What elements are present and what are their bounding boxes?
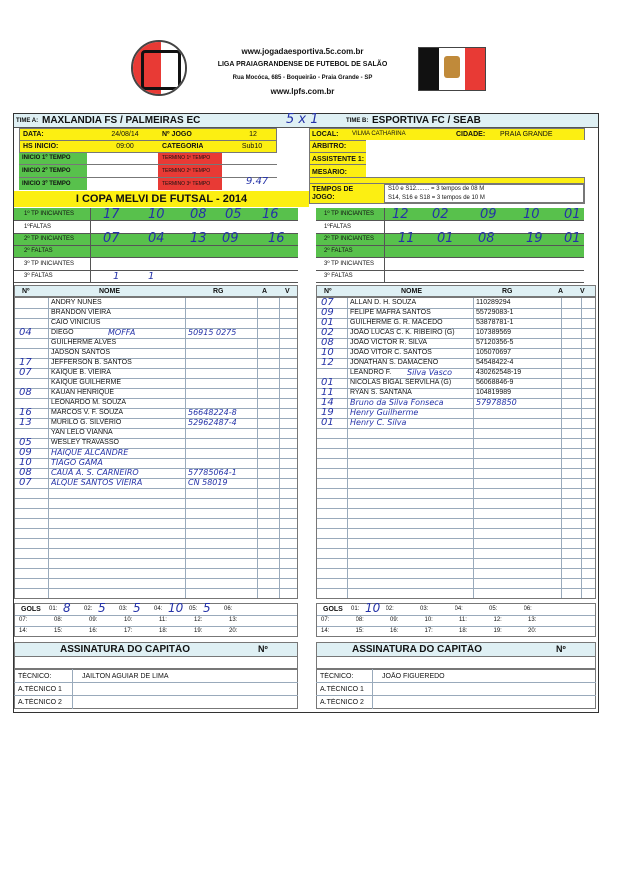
b-f2-label: 2º FALTAS	[324, 248, 353, 254]
a-gol-number: 14:	[19, 628, 28, 634]
b-gol-mark: 10	[365, 602, 381, 615]
b-f1-label: 1ºFALTAS	[324, 224, 351, 230]
match-score: 5 x 1	[286, 113, 319, 127]
b-tp2-label: 2º TP INICIANTES	[324, 236, 374, 242]
b-gol-number: 05:	[489, 606, 498, 612]
a-player-name: KAIQUE GUILHERME	[51, 379, 122, 386]
grid-row-line	[317, 508, 595, 509]
grid-col-line	[561, 298, 562, 598]
a-player-name: DIEGO	[51, 329, 74, 336]
website-text: www.jogadaesportiva.5c.com.br	[241, 47, 364, 56]
grid-row-line	[317, 588, 595, 589]
a-gol-mark: 5	[133, 602, 141, 615]
a-player-name: KAUAN HENRIQUE	[51, 389, 115, 396]
a-gol-number: 05:	[189, 606, 198, 612]
a-assinatura-n: Nº	[258, 644, 268, 654]
b-player-name: Bruno da Silva Fonseca	[350, 398, 444, 407]
tempos-rule-1: S10 e S12........ = 3 tempos de 08 M	[388, 186, 485, 192]
b-tp3-label: 3º TP INICIANTES	[324, 261, 374, 267]
grid-row-line	[15, 558, 297, 559]
b-gol-number: 09:	[390, 617, 399, 623]
arbitro-label: ÁRBITRO:	[312, 143, 347, 150]
a-gol-mark: 10	[168, 602, 184, 615]
a-player-name: BRANDON VIEIRA	[51, 309, 111, 316]
b-player-name: JOÃO VITOR C. SANTOS	[350, 349, 432, 356]
b-col-rg: RG	[502, 288, 513, 295]
a-tp2-3: 13	[190, 232, 207, 246]
b-tp1-2: 02	[432, 208, 449, 222]
b-player-name: RYAN S. SANTANA	[350, 389, 412, 396]
grid-row-line	[15, 528, 297, 529]
team-a-roster	[14, 297, 298, 599]
b-tecnico-value: JOÃO FIGUEREDO	[382, 673, 445, 680]
b-tecnico-label: TÉCNICO:	[320, 673, 354, 680]
b-gol-number: 03:	[420, 606, 429, 612]
a-f3-1: 1	[113, 271, 120, 282]
team-b-goals	[316, 603, 596, 637]
league-name: LIGA PRAIAGRANDENSE DE FUTEBOL DE SALÃO	[217, 61, 388, 68]
b-player-number: 08	[321, 337, 334, 348]
b-tp2-2: 01	[437, 232, 454, 246]
grid-row-line	[317, 438, 595, 439]
b-gol-number: 02:	[385, 606, 394, 612]
gols-row-line	[15, 626, 297, 627]
b-player-name: GUILHERME G. R. MACEDO	[350, 319, 443, 326]
a-tp1-3: 08	[190, 208, 207, 222]
grid-row-line	[317, 528, 595, 529]
b-gol-number: 06:	[523, 606, 532, 612]
b-gols-label: GOLS	[323, 606, 343, 613]
b-gol-number: 07:	[321, 617, 330, 623]
a-tp2-5: 16	[268, 232, 285, 246]
grid-row-line	[317, 568, 595, 569]
a-tp1-4: 05	[225, 208, 242, 222]
a-gol-number: 08:	[54, 617, 63, 623]
b-player-number: 10	[321, 347, 334, 358]
b-atec2-label: A.TÉCNICO 2	[320, 699, 364, 706]
b-player-name: JOÃO VICTOR R. SILVA	[350, 339, 428, 346]
b-gol-number: 08:	[355, 617, 364, 623]
a-gol-number: 09:	[89, 617, 98, 623]
grid-row-line	[317, 428, 595, 429]
local-value: VILMA CATHARINA	[352, 131, 406, 137]
grid-row-line	[317, 578, 595, 579]
b-f3-label: 3º FALTAS	[324, 273, 353, 279]
b-tp1-1: 12	[392, 208, 409, 222]
a-player-name: MARCOS V. F. SOUZA	[51, 409, 124, 416]
ter2-label: TERMINO 2º TEMPO	[162, 168, 211, 174]
tempos-label: TEMPOS DE JOGO:	[312, 186, 354, 201]
a-player-name: WESLEY TRAVASSO	[51, 439, 119, 446]
team-b-label: TIME B:	[346, 118, 369, 124]
a-tp2-1: 07	[103, 232, 120, 246]
a-gol-number: 12:	[194, 617, 203, 623]
gols-row-line	[317, 626, 595, 627]
a-player-name: TIAGO GAMA	[51, 458, 103, 467]
b-player-number: 02	[321, 327, 334, 338]
a-tp3-label: 3º TP INICIANTES	[24, 261, 74, 267]
a-player-number: 08	[19, 467, 32, 478]
team-a-name: MAXLANDIA FS / PALMEIRAS EC	[42, 115, 201, 126]
b-tp1-label: 1º TP INICIANTES	[324, 211, 374, 217]
league-logo	[131, 40, 187, 96]
grid-col-line	[279, 298, 280, 598]
b-gol-number: 10:	[424, 617, 433, 623]
local-label: LOCAL:	[312, 131, 339, 138]
b-tp2-1: 11	[398, 232, 415, 246]
b-assinatura-n: Nº	[556, 644, 566, 654]
b-assinatura-label: ASSINATURA DO CAPITÃO	[352, 644, 482, 655]
b-gol-number: 11:	[459, 617, 467, 623]
a-player-name: LEONARDO M. SOUZA	[51, 399, 127, 406]
b-player-name: NICOLAS BIGAL SERVILHA (G)	[350, 379, 452, 386]
b-gol-number: 12:	[493, 617, 502, 623]
a-atec1-label: A.TÉCNICO 1	[18, 686, 62, 693]
grid-row-line	[317, 558, 595, 559]
a-player-name: GUILHERME ALVES	[51, 339, 117, 346]
a-player-number: 10	[19, 457, 32, 468]
a-player-name: HAIQUE ALCANDRE	[51, 448, 129, 457]
ter1-label: TERMINO 1º TEMPO	[162, 155, 211, 161]
b-tp2-5: 01	[564, 232, 581, 246]
grid-row-line	[317, 548, 595, 549]
b-player-name: FELIPE MAFRA SANTOS	[350, 309, 431, 316]
grid-row-line	[15, 508, 297, 509]
cidade-value: PRAIA GRANDE	[500, 131, 553, 138]
b-tp1-3: 09	[480, 208, 497, 222]
b-gol-number: 17:	[424, 628, 433, 634]
b-tp1-4: 10	[523, 208, 540, 222]
a-tecnico-value: JAILTON AGUIAR DE LIMA	[82, 673, 169, 680]
grid-row-line	[15, 548, 297, 549]
a-player-number: 13	[19, 417, 32, 428]
b-atec1-label: A.TÉCNICO 1	[320, 686, 364, 693]
b-player-rg: 57120356-5	[476, 339, 514, 346]
a-gols-label: GOLS	[21, 606, 41, 613]
grid-row-line	[317, 468, 595, 469]
b-gol-number: 01:	[351, 606, 360, 612]
a-tp1-5: 16	[262, 208, 279, 222]
b-tp2-3: 08	[478, 232, 495, 246]
a-gol-number: 19:	[194, 628, 203, 634]
b-player-rg: 105070697	[476, 349, 512, 356]
a-gol-number: 16:	[89, 628, 98, 634]
a-player-number: 09	[19, 447, 32, 458]
b-player-number: 12	[321, 357, 334, 368]
b-player-number: 09	[321, 307, 334, 318]
b-player-rg: 53878781-1	[476, 319, 514, 326]
b-player-extra: Silva Vasco	[407, 368, 453, 377]
a-player-name: CAIO VINICIUS	[51, 319, 101, 326]
ter3-label: TERMINO 3º TEMPO	[162, 181, 211, 187]
cat-value: Sub10	[241, 143, 263, 150]
a-gol-number: 02:	[84, 606, 93, 612]
team-b-roster	[316, 297, 596, 599]
grid-row-line	[317, 518, 595, 519]
cat-label: CATEGORIA	[162, 143, 204, 150]
grid-row-line	[317, 538, 595, 539]
a-tp2-4: 09	[222, 232, 239, 246]
b-player-rg: 430262548-19	[476, 369, 522, 376]
b-player-number: 01	[321, 317, 334, 328]
a-player-rg: CN 58019	[188, 478, 228, 487]
b-player-rg: 107389569	[476, 329, 512, 336]
njogo-label: Nº JOGO	[162, 131, 192, 138]
a-player-name: JADSON SANTOS	[51, 349, 110, 356]
a-tp1-1: 17	[103, 208, 120, 222]
grid-row-line	[317, 488, 595, 489]
a-gol-number: 18:	[159, 628, 168, 634]
a-gol-number: 13:	[229, 617, 238, 623]
website2-text: www.lpfs.com.br	[270, 87, 335, 96]
b-player-number: 07	[321, 297, 334, 308]
a-col-a: A	[262, 288, 268, 295]
b-gol-number: 15:	[355, 628, 364, 634]
ini1-label: INICIO 1º TEMPO	[22, 155, 71, 161]
grid-col-line	[347, 298, 348, 598]
tempos-rule-2: S14, S16 e S18 = 3 tempos de 10 M	[388, 195, 485, 201]
b-tp1-5: 01	[564, 208, 581, 222]
a-gol-number: 03:	[119, 606, 128, 612]
b-col-n: Nº	[324, 288, 332, 295]
a-player-number: 17	[19, 357, 32, 368]
a-atec2-label: A.TÉCNICO 2	[18, 699, 62, 706]
b-player-number: 11	[321, 387, 334, 398]
grid-row-line	[15, 578, 297, 579]
city-flag	[418, 47, 486, 91]
tournament-title: I COPA MELVI DE FUTSAL - 2014	[75, 193, 248, 205]
grid-row-line	[15, 568, 297, 569]
a-col-n: Nº	[22, 288, 30, 295]
grid-row-line	[15, 538, 297, 539]
a-player-number: 08	[19, 387, 32, 398]
a-gol-number: 20:	[229, 628, 238, 634]
a-gol-number: 17:	[124, 628, 133, 634]
a-player-name: KAIQUE B. VIEIRA	[51, 369, 111, 376]
a-gol-number: 04:	[154, 606, 163, 612]
a-f2-label: 2º FALTAS	[24, 248, 53, 254]
team-b-name: ESPORTIVA FC / SEAB	[372, 115, 481, 126]
b-player-rg: 55729083-1	[476, 309, 514, 316]
grid-row-line	[317, 448, 595, 449]
a-player-name: JEFFERSON B. SANTOS	[51, 359, 132, 366]
grid-row-line	[15, 488, 297, 489]
grid-row-line	[15, 518, 297, 519]
a-player-number: 07	[19, 367, 32, 378]
b-player-name: JOÃO LUCAS C. K. RIBEIRO (G)	[350, 329, 455, 336]
grid-col-line	[581, 298, 582, 598]
b-player-number: 14	[321, 397, 334, 408]
b-player-name: LEANDRO F.	[350, 369, 392, 376]
team-a-goals	[14, 603, 298, 637]
b-col-nome: NOME	[401, 288, 422, 295]
grid-row-line	[317, 458, 595, 459]
hs-label: HS INICIO:	[23, 143, 59, 150]
b-gol-number: 16:	[390, 628, 399, 634]
a-player-name: YAN LELO VIANNA	[51, 429, 113, 436]
grid-col-line	[185, 298, 186, 598]
grid-row-line	[15, 588, 297, 589]
a-col-rg: RG	[213, 288, 224, 295]
a-col-nome: NOME	[99, 288, 120, 295]
a-player-rg: 56648224-8	[188, 408, 237, 417]
mesario-label: MESÁRIO:	[312, 169, 347, 176]
b-player-name: JONATHAN S. DAMACENO	[350, 359, 439, 366]
cidade-label: CIDADE:	[456, 131, 486, 138]
a-tp1-2: 10	[148, 208, 165, 222]
a-gol-mark: 5	[203, 602, 211, 615]
a-f1-label: 1ºFALTAS	[24, 224, 51, 230]
b-gol-number: 20:	[528, 628, 537, 634]
a-gol-number: 06:	[224, 606, 233, 612]
b-player-rg: 104819989	[476, 389, 512, 396]
a-gol-mark: 8	[63, 602, 71, 615]
a-tp2-2: 04	[148, 232, 165, 246]
grid-row-line	[317, 498, 595, 499]
a-gol-number: 15:	[54, 628, 63, 634]
a-player-number: 07	[19, 477, 32, 488]
gols-row-line	[317, 615, 595, 616]
ini3-label: INICIO 3º TEMPO	[22, 181, 71, 187]
a-gol-number: 10:	[124, 617, 133, 623]
a-tp1-label: 1º TP INICIANTES	[24, 211, 74, 217]
a-player-number: 05	[19, 437, 32, 448]
a-col-v: V	[285, 288, 290, 295]
b-gol-number: 04:	[454, 606, 463, 612]
a-assinatura-label: ASSINATURA DO CAPITÃO	[60, 644, 190, 655]
hs-value: 09:00	[116, 143, 134, 150]
a-player-number: 16	[19, 407, 32, 418]
a-f3-label: 3º FALTAS	[24, 273, 53, 279]
league-address: Rua Mocóca, 685 - Boqueirão - Praia Grande - SP	[232, 75, 373, 81]
grid-row-line	[15, 498, 297, 499]
grid-col-line	[473, 298, 474, 598]
b-col-a: A	[558, 288, 564, 295]
b-player-number: 19	[321, 407, 334, 418]
b-gol-number: 18:	[459, 628, 468, 634]
b-player-rg: 57978850	[476, 398, 517, 407]
b-player-number: 01	[321, 417, 334, 428]
b-player-number: 01	[321, 377, 334, 388]
a-tecnico-label: TÉCNICO:	[18, 673, 52, 680]
grid-col-line	[48, 298, 49, 598]
data-label: DATA:	[23, 131, 44, 138]
a-player-rg: 50915 0275	[188, 328, 237, 337]
a-tp2-label: 2º TP INICIANTES	[24, 236, 74, 242]
data-value: 24/08/14	[111, 131, 139, 138]
assist-label: ASSISTENTE 1:	[312, 156, 365, 163]
a-player-name: CAUÃ A. S. CARNEIRO	[51, 468, 139, 477]
njogo-value: 12	[249, 131, 257, 138]
a-gol-number: 01:	[49, 606, 58, 612]
b-player-rg: 54548422-4	[476, 359, 514, 366]
gols-row-line	[15, 615, 297, 616]
a-player-rg: 52962487-4	[188, 418, 237, 427]
b-tp2-4: 19	[526, 232, 543, 246]
b-player-name: ALLAN D. H. SOUZA	[350, 299, 417, 306]
b-gol-number: 13:	[528, 617, 537, 623]
b-gol-number: 14:	[321, 628, 330, 634]
b-player-name: Henry Guilherme	[350, 408, 419, 417]
ini2-label: INICIO 2º TEMPO	[22, 168, 71, 174]
a-f3-2: 1	[148, 271, 155, 282]
a-player-extra: MOFFA	[108, 328, 136, 337]
a-player-rg: 57785064-1	[188, 468, 237, 477]
b-player-name: Henry C. Silva	[350, 418, 407, 427]
team-a-label: TIME A:	[16, 118, 39, 124]
b-player-rg: 110289294	[476, 299, 511, 306]
b-col-v: V	[580, 288, 585, 295]
grid-row-line	[317, 478, 595, 479]
ter3-value: 9.47	[246, 176, 269, 187]
b-player-rg: 56068846-9	[476, 379, 514, 386]
a-player-name: ANDRY NUNES	[51, 299, 102, 306]
b-gol-number: 19:	[493, 628, 502, 634]
a-player-number: 04	[19, 327, 32, 338]
a-gol-number: 11:	[159, 617, 167, 623]
a-gol-number: 07:	[19, 617, 28, 623]
a-player-name: ALQUE SANTOS VIEIRA	[51, 478, 143, 487]
grid-col-line	[257, 298, 258, 598]
a-gol-mark: 5	[98, 602, 106, 615]
a-player-name: MURILO G. SILVÉRIO	[51, 419, 122, 426]
